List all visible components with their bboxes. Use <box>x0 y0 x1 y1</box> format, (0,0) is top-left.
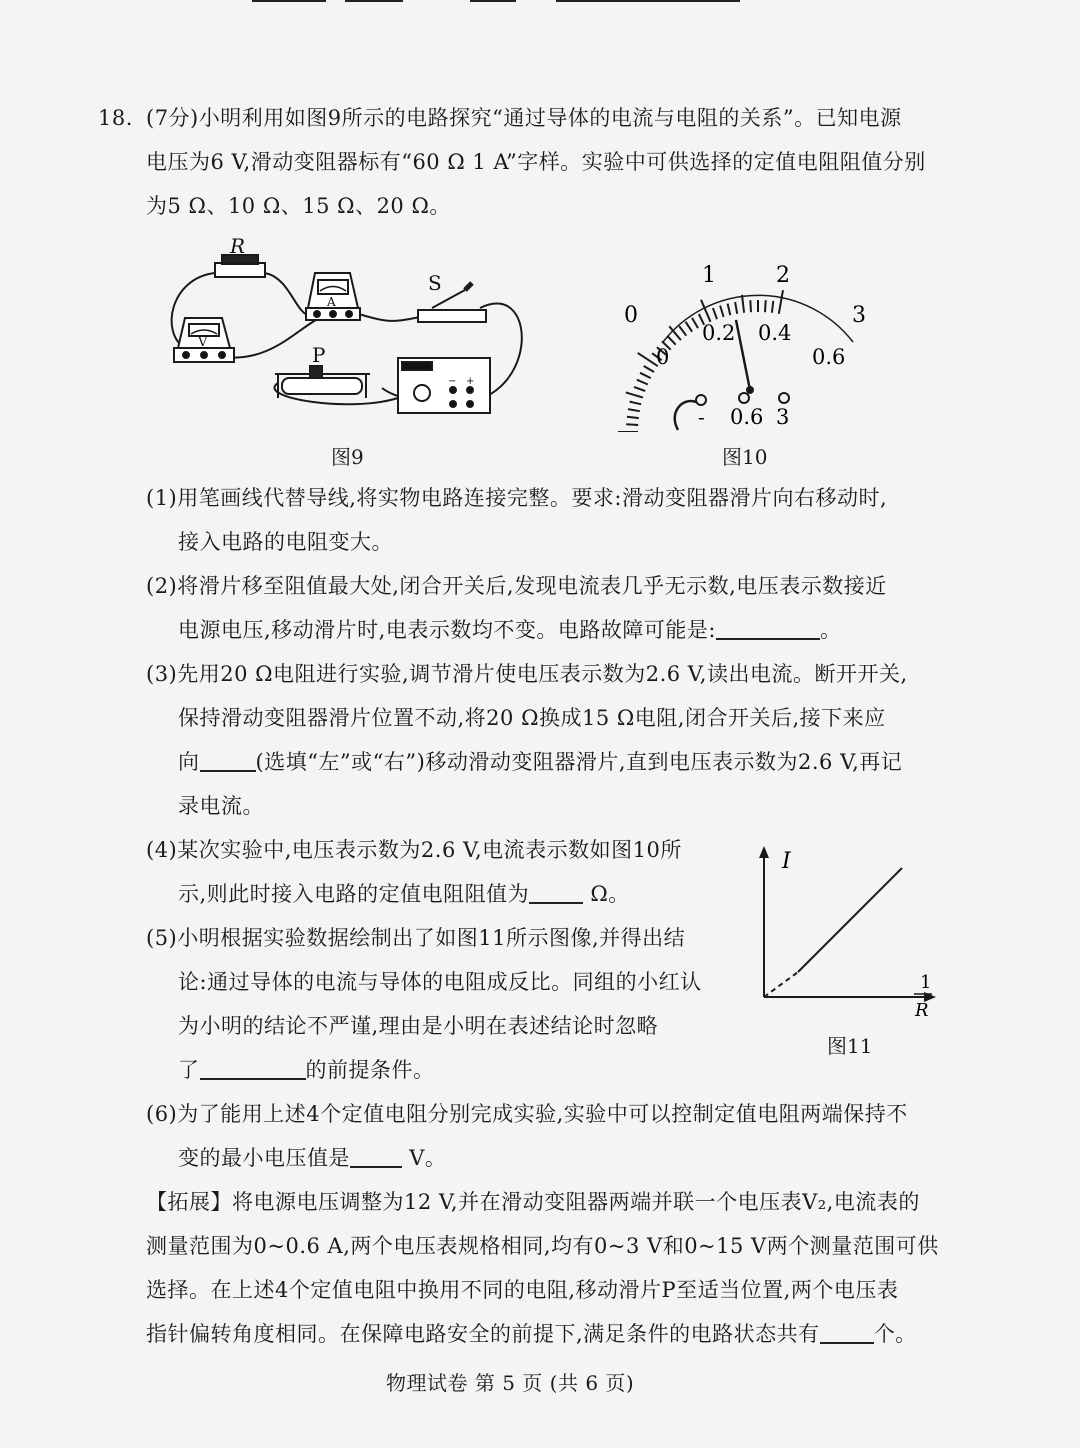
graph-line <box>798 868 902 972</box>
part-4-line-1: (4)某次实验中,电压表示数为2.6 V,电流表示数如图10所 <box>146 838 682 862</box>
part-3-line-3-start: 向 <box>178 750 200 774</box>
terminal-minus: - <box>698 405 705 429</box>
dial-tick <box>720 306 724 318</box>
part-5-line-4 <box>178 1055 435 1085</box>
dial-tick <box>765 300 766 312</box>
extension-line-4 <box>146 1319 917 1349</box>
part-2-line-2-text: 电源电压,移动滑片时,电表示数均不变。电路故障可能是: <box>178 618 716 642</box>
dial-tick <box>701 300 711 322</box>
part-6-line-2-end: V。 <box>409 1146 447 1170</box>
dial-tick <box>750 300 751 312</box>
terminal-3: 3 <box>776 405 790 429</box>
dial-tick <box>626 424 638 425</box>
x-axis-label-num: 1 <box>920 972 932 993</box>
dial-top-2: 2 <box>776 263 790 288</box>
dial-bottom-06: 0.6 <box>812 345 846 369</box>
answer-blank-2[interactable] <box>716 618 820 640</box>
dial-tick <box>742 295 744 313</box>
dial-bottom-0: 0 <box>656 345 670 369</box>
top-blank-2 <box>345 0 403 2</box>
dial-tick <box>644 366 654 372</box>
part-2-line-1: (2)将滑片移至阻值最大处,闭合开关后,发现电流表几乎无示数,电压表示数接近 <box>146 574 887 598</box>
question-number: 18. <box>98 106 133 130</box>
part-4-line-2 <box>178 879 630 909</box>
dial-tick <box>713 308 717 319</box>
extension-line-3: 选择。在上述4个定值电阻中换用不同的电阻,移动滑片P至适当位置,两个电压表 <box>146 1278 899 1302</box>
svg-text:A: A <box>327 295 336 309</box>
svg-text:−: − <box>448 376 457 387</box>
dial-pointer <box>736 320 750 390</box>
intro-line-1: (7分)小明利用如图9所示的电路探究“通过导体的电流与电阻的关系”。已知电源 <box>146 106 902 130</box>
part-3-line-3 <box>178 747 902 777</box>
dial-tick <box>634 387 645 391</box>
terminal-06: 0.6 <box>730 405 764 429</box>
part-6-line-2 <box>178 1143 446 1173</box>
part-5-line-4-start: 了 <box>178 1058 200 1082</box>
top-blank-1 <box>252 0 326 2</box>
extension-line-1: 【拓展】将电源电压调整为12 V,并在滑动变阻器两端并联一个电压表V₂,电流表的 <box>146 1190 920 1214</box>
dial-tick <box>679 326 686 336</box>
dial-bottom-04: 0.4 <box>758 321 792 345</box>
answer-blank-5[interactable] <box>200 1058 306 1080</box>
svg-text:+: + <box>466 376 475 387</box>
part-4-line-2-text: 示,则此时接入电路的定值电阻阻值为 <box>178 882 530 906</box>
part-1-line-1: (1)用笔画线代替导线,将实物电路连接完整。要求:滑动变阻器滑片向右移动时, <box>146 486 888 510</box>
dial-tick <box>728 304 731 316</box>
dial-tick <box>735 302 737 314</box>
part-6-line-1: (6)为了能用上述4个定值电阻分别完成实验,实验中可以控制定值电阻两端保持不 <box>146 1102 908 1126</box>
dial-tick <box>779 290 783 314</box>
part-3-line-2: 保持滑动变阻器滑片位置不动,将20 Ω换成15 Ω电阻,闭合开关后,接下来应 <box>178 706 886 730</box>
switch-s <box>418 271 486 322</box>
answer-blank-ext[interactable] <box>820 1322 874 1344</box>
figure-9-caption: 图9 <box>331 445 364 469</box>
x-axis-label-den: R <box>915 1000 929 1021</box>
dial-tick <box>692 318 698 328</box>
extension-line-2: 测量范围为0~0.6 A,两个电压表规格相同,均有0~3 V和0~15 V两个测量范围可供 <box>146 1234 939 1258</box>
extension-line-4-text: 指针偏转角度相同。在保障电路安全的前提下,满足条件的电路状态共有 <box>146 1322 820 1346</box>
figure-10-ammeter-dial <box>618 252 878 432</box>
y-axis-label: I <box>782 849 791 874</box>
figure-11-caption: 图11 <box>827 1034 873 1058</box>
part-3-line-4: 录电流。 <box>178 794 264 818</box>
figure-11-graph <box>748 842 948 1032</box>
part-5-line-2: 论:通过导体的电流与导体的电阻成反比。同组的小红认 <box>178 970 702 994</box>
dial-tick <box>626 392 643 397</box>
part-5-line-4-text: 的前提条件。 <box>305 1058 435 1082</box>
svg-text:V: V <box>198 335 208 350</box>
answer-blank-4[interactable] <box>529 882 583 904</box>
figure-9-circuit <box>160 238 540 423</box>
ammeter <box>306 273 360 320</box>
part-2-line-2 <box>178 615 841 645</box>
part-4-line-2-end: Ω。 <box>590 882 630 906</box>
dial-top-1: 1 <box>702 263 716 288</box>
part-2-line-2-end: 。 <box>819 618 842 642</box>
part-1-line-2: 接入电路的电阻变大。 <box>178 530 393 554</box>
answer-blank-6[interactable] <box>350 1146 402 1168</box>
dial-tick <box>627 417 639 418</box>
intro-line-2: 电压为6 V,滑动变阻器标有“60 Ω 1 A”字样。实验中可供选择的定值电阻阻值分别 <box>146 150 926 174</box>
part-5-line-1: (5)小明根据实验数据绘制出了如图11所示图像,并得出结 <box>146 926 686 950</box>
top-blank-3 <box>470 0 516 2</box>
figure-10-caption: 图10 <box>722 445 768 469</box>
dial-tick <box>640 373 651 378</box>
dial-tick <box>628 409 640 411</box>
part-3-line-1: (3)先用20 Ω电阻进行实验,调节滑片使电压表示数为2.6 V,读出电流。断开开关, <box>146 662 908 686</box>
dial-tick <box>667 336 675 345</box>
dial-bottom-02: 0.2 <box>702 321 736 345</box>
part-6-line-2-text: 变的最小电压值是 <box>178 1146 350 1170</box>
extension-line-4-end: 个。 <box>873 1322 917 1346</box>
part-3-line-3-text: (选填“左”或“右”)移动滑动变阻器滑片,直到电压表示数为2.6 V,再记 <box>255 750 903 774</box>
graph-line-dashed <box>764 972 798 997</box>
dial-tick <box>630 402 642 405</box>
dial-top-0: 0 <box>624 303 638 328</box>
dial-top-3: 3 <box>852 303 866 328</box>
intro-line-3: 为5 Ω、10 Ω、15 Ω、20 Ω。 <box>146 194 451 218</box>
top-blank-4 <box>556 0 740 2</box>
label-r: R <box>230 238 246 258</box>
power-supply <box>398 358 490 413</box>
dial-tick <box>686 322 693 332</box>
part-5-line-3: 为小明的结论不严谨,理由是小明在表述结论时忽略 <box>178 1014 659 1038</box>
resistor-r <box>215 263 265 277</box>
svg-text:S: S <box>428 271 442 295</box>
answer-blank-3[interactable] <box>200 750 256 772</box>
dial-tick <box>772 301 773 313</box>
dial-tick <box>637 380 648 385</box>
voltmeter <box>174 318 234 362</box>
rheostat-p <box>275 343 370 398</box>
page-footer: 物理试卷 第 5 页 (共 6 页) <box>386 1371 635 1395</box>
svg-text:P: P <box>312 343 326 367</box>
